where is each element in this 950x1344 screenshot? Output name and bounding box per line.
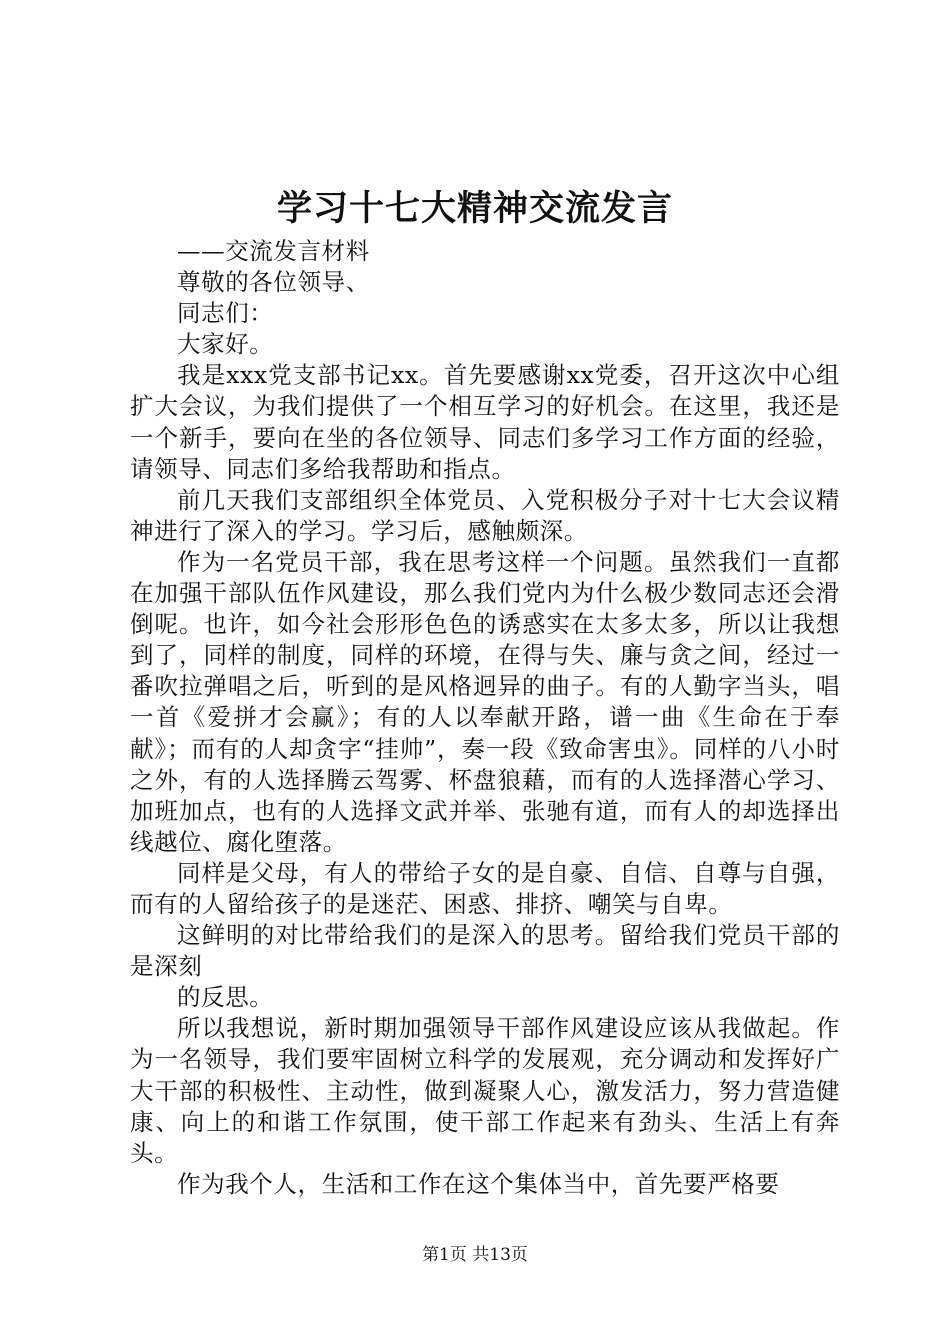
- body-paragraph: 同样是父母，有人的带给子女的是自豪、自信、自尊与自强，而有的人留给孩子的是迷茫、困惑、排挤、嘲笑与自卑。: [130, 858, 840, 918]
- document-title: 学习十七大精神交流发言: [276, 188, 673, 229]
- page-number-footer: 第1页 共13页: [422, 1245, 528, 1265]
- salutation-line: 尊敬的各位领导、: [177, 268, 370, 297]
- body-paragraph: 这鲜明的对比带给我们的是深入的思考。留给我们党员干部的是深刻: [130, 921, 840, 981]
- greeting-line: 大家好。: [177, 330, 274, 359]
- body-paragraph-continuation: 的反思。: [177, 983, 274, 1012]
- body-paragraph: 我是xxx党支部书记xx。首先要感谢xx党委，召开这次中心组扩大会议，为我们提供了一个相互学习的好机会。在这里，我还是一个新手，要向在坐的各位领导、同志们多学习工作方面的经验，请领导、同志们多给我帮助和指点。: [130, 361, 840, 483]
- document-body: [130, 236, 840, 1200]
- body-paragraph: 前几天我们支部组织全体党员、入党积极分子对十七大会议精神进行了深入的学习。学习后，感触颇深。: [130, 485, 840, 545]
- salutation-line: 同志们：: [177, 299, 274, 328]
- subtitle-line: ——交流发言材料: [177, 237, 370, 265]
- body-paragraph: 所以我想说，新时期加强领导干部作风建设应该从我做起。作为一名领导，我们要牢固树立科学的发展观，充分调动和发挥好广大干部的积极性、主动性，做到凝聚人心，激发活力，努力营造健康、向上的和谐工作氛围，使干部工作起来有劲头、生活上有奔头。: [130, 1014, 840, 1167]
- body-paragraph: 作为我个人，生活和工作在这个集体当中，首先要严格要: [177, 1169, 780, 1198]
- body-paragraph: 作为一名党员干部，我在思考这样一个问题。虽然我们一直都在加强干部队伍作风建设，那么我们党内为什么极少数同志还会滑倒呢。也许，如今社会形形色色的诱惑实在太多太多，所以让我想到了，同样的制度，同样的环境，在得与失、廉与贪之间，经过一番吹拉弹唱之后，听到的是风格迥异的曲子。有的人勤字当头，唱一首《爱拼才会赢》；有的人以奉献开路，谱一曲《生命在于奉献》；而有的人却贪字“挂帅”，奏一段《致命害虫》。同样的八小时之外，有的人选择腾云驾雾、杯盘狼藉，而有的人选择潜心学习、加班加点，也有的人选择文武并举、张驰有道，而有人的却选择出线越位、腐化堕落。: [130, 547, 840, 856]
